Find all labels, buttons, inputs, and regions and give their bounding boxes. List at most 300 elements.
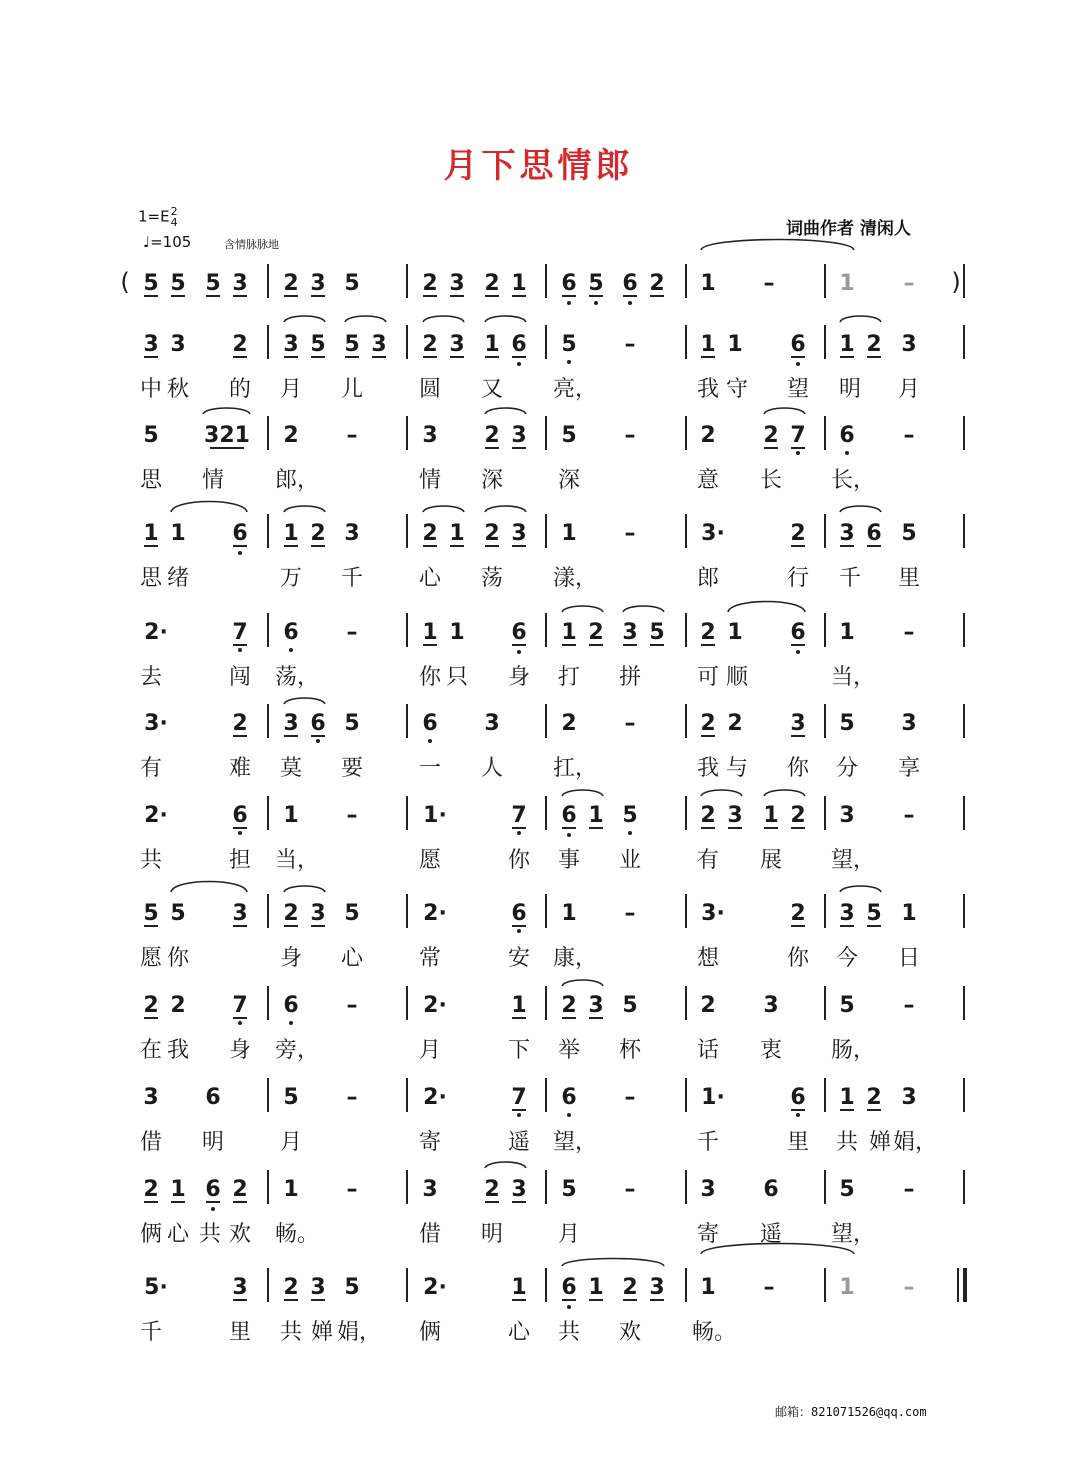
low-octave-dot bbox=[316, 739, 320, 743]
lyric-syllable: 郎， bbox=[274, 468, 320, 493]
lyric-syllable: 思 bbox=[139, 468, 163, 493]
note: 1 bbox=[561, 620, 577, 645]
note: 3 bbox=[449, 271, 465, 296]
lyric-syllable: 身 bbox=[507, 665, 531, 690]
low-octave-dot bbox=[567, 360, 571, 364]
tie-arc bbox=[840, 316, 881, 322]
note: 1 bbox=[763, 803, 779, 828]
tie-arc bbox=[562, 606, 603, 612]
note: 2 bbox=[484, 521, 500, 546]
note: – bbox=[763, 1275, 775, 1300]
note: 1 bbox=[588, 803, 604, 828]
note: 7 bbox=[511, 803, 527, 828]
note: 3 bbox=[232, 901, 248, 926]
lyric-syllable: 你 bbox=[786, 946, 810, 971]
note: 2· bbox=[423, 901, 447, 926]
lyric-syllable: 杯 bbox=[618, 1038, 642, 1063]
lyric-syllable: 思 bbox=[139, 566, 163, 591]
note: 5 bbox=[344, 711, 360, 736]
lyric-syllable: 扛， bbox=[552, 756, 598, 781]
tie-arc bbox=[171, 502, 247, 513]
lyric-syllable: 话 bbox=[696, 1038, 720, 1063]
note: 5 bbox=[561, 423, 577, 448]
note: 6 bbox=[790, 1085, 806, 1110]
note: 1 bbox=[422, 620, 438, 645]
lyric-syllable: 欢 bbox=[618, 1320, 642, 1345]
note: 2 bbox=[700, 620, 716, 645]
tie-arc bbox=[840, 886, 881, 892]
low-octave-dot bbox=[796, 650, 800, 654]
note: 3 bbox=[170, 332, 186, 357]
lyric-syllable: 日 bbox=[897, 946, 921, 971]
lyric-syllable: 郎 bbox=[696, 566, 720, 591]
note: 1 bbox=[511, 993, 527, 1018]
note: 3 bbox=[283, 332, 299, 357]
note: 2 bbox=[561, 711, 577, 736]
note: 3 bbox=[310, 901, 326, 926]
lyric-syllable: 月 bbox=[279, 377, 303, 402]
email-footer: 邮箱：821071526@qq.com bbox=[775, 1405, 927, 1419]
tie-arc bbox=[764, 790, 805, 796]
lyric-syllable: 儿 bbox=[340, 377, 364, 402]
low-octave-dot bbox=[796, 451, 800, 455]
low-octave-dot bbox=[567, 1113, 571, 1117]
note: 3 bbox=[901, 711, 917, 736]
note: 1 bbox=[511, 1275, 527, 1300]
lyric-syllable: 有 bbox=[139, 756, 163, 781]
lyric-syllable: 闯 bbox=[228, 665, 252, 690]
note: 5 bbox=[649, 620, 665, 645]
lyric-syllable: 今 bbox=[835, 946, 859, 971]
lyric-syllable: 事 bbox=[557, 848, 581, 873]
tie-arc bbox=[485, 1162, 526, 1168]
note: – bbox=[624, 521, 636, 546]
note: 3 bbox=[511, 1177, 527, 1202]
note: 2 bbox=[232, 1177, 248, 1202]
tie-arc bbox=[764, 408, 805, 414]
note: 1 bbox=[901, 901, 917, 926]
lyric-syllable: 想 bbox=[696, 946, 720, 971]
note: 7 bbox=[511, 1085, 527, 1110]
note: 2 bbox=[561, 993, 577, 1018]
lyric-syllable: 深 bbox=[480, 468, 504, 493]
note: 2 bbox=[143, 1177, 159, 1202]
note: 5 bbox=[344, 271, 360, 296]
note: – bbox=[346, 1085, 358, 1110]
note: 5 bbox=[588, 271, 604, 296]
lyric-syllable: 业 bbox=[618, 848, 642, 873]
note: 3 bbox=[839, 521, 855, 546]
note: 3 bbox=[700, 1177, 716, 1202]
lyric-syllable: 当， bbox=[830, 665, 876, 690]
lyric-syllable: 行 bbox=[786, 566, 810, 591]
open-paren: ( bbox=[120, 268, 130, 296]
note: 1· bbox=[701, 1085, 725, 1110]
note: 3 bbox=[790, 711, 806, 736]
lyric-syllable: 月 bbox=[279, 1130, 303, 1155]
note: 5 bbox=[901, 521, 917, 546]
tie-arc bbox=[423, 316, 464, 322]
low-octave-dot bbox=[238, 648, 242, 652]
note: 3 bbox=[839, 901, 855, 926]
note: – bbox=[346, 423, 358, 448]
note: 3 bbox=[232, 1275, 248, 1300]
low-octave-dot bbox=[517, 362, 521, 366]
tie-arc bbox=[485, 506, 526, 512]
note: 5 bbox=[839, 711, 855, 736]
lyric-syllable: 你 bbox=[507, 848, 531, 873]
lyric-syllable: 绪 bbox=[166, 566, 190, 591]
lyric-syllable: 望， bbox=[552, 1130, 598, 1155]
note: 6 bbox=[283, 620, 299, 645]
lyric-syllable: 展 bbox=[759, 848, 783, 873]
lyric-syllable: 康， bbox=[552, 946, 598, 971]
note: – bbox=[624, 1085, 636, 1110]
lyric-syllable: 的 bbox=[228, 377, 252, 402]
note: 2 bbox=[866, 332, 882, 357]
note: 2 bbox=[622, 1275, 638, 1300]
note: 6 bbox=[622, 271, 638, 296]
note: 3 bbox=[310, 271, 326, 296]
tie-arc bbox=[284, 698, 325, 704]
note: 2 bbox=[790, 521, 806, 546]
lyric-syllable: 望 bbox=[786, 377, 810, 402]
note: 1 bbox=[839, 620, 855, 645]
note: 3 bbox=[143, 1085, 159, 1110]
note: 6 bbox=[866, 521, 882, 546]
lyric-syllable: 圆 bbox=[418, 377, 442, 402]
tie-arc bbox=[284, 316, 325, 322]
note: 1 bbox=[700, 332, 716, 357]
low-octave-dot bbox=[517, 831, 521, 835]
note: 6 bbox=[310, 711, 326, 736]
note: 2 bbox=[170, 993, 186, 1018]
note: – bbox=[903, 993, 915, 1018]
lyric-syllable: 千 bbox=[340, 566, 364, 591]
lyric-syllable: 荡， bbox=[274, 665, 320, 690]
quarter-note-icon: ♩ bbox=[143, 233, 151, 251]
note: 3 bbox=[344, 521, 360, 546]
lyric-syllable: 月 bbox=[897, 377, 921, 402]
lyric-syllable: 千 bbox=[696, 1130, 720, 1155]
lyric-syllable: 明 bbox=[201, 1130, 225, 1155]
note: 6 bbox=[205, 1177, 221, 1202]
note: 1 bbox=[727, 620, 743, 645]
key-label: 1=E bbox=[138, 207, 170, 226]
low-octave-dot bbox=[289, 648, 293, 652]
note: 2 bbox=[588, 620, 604, 645]
note: 3 bbox=[422, 423, 438, 448]
note: 2· bbox=[144, 620, 168, 645]
note: – bbox=[624, 901, 636, 926]
low-octave-dot bbox=[517, 1113, 521, 1117]
tie-arc bbox=[284, 886, 325, 892]
lyric-syllable: 共 bbox=[557, 1320, 581, 1345]
lyric-syllable: 常 bbox=[418, 946, 442, 971]
author-credit: 词曲作者 清闲人 bbox=[786, 219, 911, 239]
note: – bbox=[763, 271, 775, 296]
note: 6 bbox=[561, 1275, 577, 1300]
note: 2 bbox=[484, 271, 500, 296]
lyric-syllable: 情 bbox=[418, 468, 442, 493]
lyric-syllable: 我 bbox=[696, 377, 720, 402]
lyric-syllable: 明 bbox=[838, 377, 862, 402]
note: 3 bbox=[232, 271, 248, 296]
tie-arc bbox=[423, 506, 464, 512]
low-octave-dot bbox=[796, 362, 800, 366]
note: 3 bbox=[901, 332, 917, 357]
note: 1· bbox=[423, 803, 447, 828]
lyric-syllable: 意 bbox=[696, 468, 720, 493]
note: 2 bbox=[422, 332, 438, 357]
note: 2 bbox=[484, 423, 500, 448]
tie-arc bbox=[728, 602, 805, 613]
note: – bbox=[346, 1177, 358, 1202]
low-octave-dot bbox=[594, 301, 598, 305]
lyric-syllable: 你 bbox=[786, 756, 810, 781]
note: 3· bbox=[144, 711, 168, 736]
expression-mark: 含情脉脉地 bbox=[224, 238, 279, 251]
lyric-syllable: 我 bbox=[696, 756, 720, 781]
low-octave-dot bbox=[567, 301, 571, 305]
tie-arc bbox=[171, 882, 247, 893]
note: 3 bbox=[511, 521, 527, 546]
lyric-syllable: 情 bbox=[201, 468, 225, 493]
lyric-syllable: 分 bbox=[835, 756, 859, 781]
note: – bbox=[903, 423, 915, 448]
note: 2 bbox=[283, 423, 299, 448]
low-octave-dot bbox=[211, 1207, 215, 1211]
note: 6 bbox=[790, 332, 806, 357]
lyric-syllable: 心 bbox=[418, 566, 442, 591]
low-octave-dot bbox=[238, 1021, 242, 1025]
lyric-syllable: 只 bbox=[445, 665, 469, 690]
note: 3 bbox=[763, 993, 779, 1018]
note: – bbox=[903, 803, 915, 828]
note: – bbox=[624, 332, 636, 357]
lyric-syllable: 守 bbox=[725, 377, 749, 402]
note: 6 bbox=[790, 620, 806, 645]
lyric-syllable: 又 bbox=[480, 377, 504, 402]
time-bottom: 4 bbox=[170, 216, 178, 229]
low-octave-dot bbox=[567, 833, 571, 837]
low-octave-dot bbox=[238, 551, 242, 555]
note: 6 bbox=[232, 521, 248, 546]
note: 6 bbox=[511, 901, 527, 926]
low-octave-dot bbox=[428, 739, 432, 743]
lyric-syllable: 荡 bbox=[480, 566, 504, 591]
note: 1 bbox=[283, 803, 299, 828]
tie-arc bbox=[562, 980, 603, 986]
note: 7 bbox=[232, 993, 248, 1018]
lyric-syllable: 畅。 bbox=[274, 1222, 320, 1247]
note: 5 bbox=[143, 271, 159, 296]
note: 321 bbox=[204, 423, 250, 448]
lyric-syllable: 当， bbox=[274, 848, 320, 873]
note: 2 bbox=[484, 1177, 500, 1202]
note: – bbox=[346, 993, 358, 1018]
lyric-syllable: 打 bbox=[557, 665, 581, 690]
lyric-syllable: 一 bbox=[418, 756, 442, 781]
lyric-syllable: 拼 bbox=[618, 665, 642, 690]
lyric-syllable: 俩 bbox=[418, 1320, 442, 1345]
note: 1 bbox=[839, 271, 855, 296]
lyric-syllable: 旁， bbox=[274, 1038, 320, 1063]
note: 6 bbox=[561, 1085, 577, 1110]
note: 5 bbox=[170, 901, 186, 926]
lyric-syllable: 心 bbox=[166, 1222, 190, 1247]
lyric-syllable: 担 bbox=[228, 848, 252, 873]
lyric-syllable: 享 bbox=[897, 756, 921, 781]
lyric-syllable: 有 bbox=[696, 848, 720, 873]
note: 1 bbox=[170, 1177, 186, 1202]
note: 2 bbox=[649, 271, 665, 296]
note: – bbox=[346, 620, 358, 645]
lyric-syllable: 月 bbox=[418, 1038, 442, 1063]
note: 5 bbox=[622, 993, 638, 1018]
note: 1 bbox=[700, 1275, 716, 1300]
note: 6 bbox=[763, 1177, 779, 1202]
lyric-syllable: 万 bbox=[279, 566, 303, 591]
note: 3 bbox=[901, 1085, 917, 1110]
tie-arc bbox=[840, 506, 881, 512]
note: 2 bbox=[283, 271, 299, 296]
note: 2 bbox=[790, 901, 806, 926]
low-octave-dot bbox=[517, 650, 521, 654]
low-octave-dot bbox=[517, 929, 521, 933]
lyric-syllable: 与 bbox=[725, 756, 749, 781]
note: 6 bbox=[511, 332, 527, 357]
note: 6 bbox=[561, 271, 577, 296]
lyric-syllable: 人 bbox=[480, 756, 504, 781]
tie-arc bbox=[485, 316, 526, 322]
note: 3 bbox=[588, 993, 604, 1018]
note: 6 bbox=[422, 711, 438, 736]
low-octave-dot bbox=[289, 1021, 293, 1025]
lyric-syllable: 中 bbox=[139, 377, 163, 402]
lyric-syllable: 寄 bbox=[418, 1130, 442, 1155]
lyric-syllable: 衷 bbox=[759, 1038, 783, 1063]
lyric-syllable: 身 bbox=[228, 1038, 252, 1063]
note: 1 bbox=[484, 332, 500, 357]
note: 5 bbox=[622, 803, 638, 828]
tie-arc bbox=[562, 1259, 664, 1267]
note: 3 bbox=[283, 711, 299, 736]
lyric-syllable: 里 bbox=[786, 1130, 810, 1155]
lyric-syllable: 心 bbox=[507, 1320, 531, 1345]
note: 2 bbox=[143, 993, 159, 1018]
note: 2 bbox=[790, 803, 806, 828]
lyric-syllable: 顺 bbox=[725, 665, 749, 690]
note: 1 bbox=[511, 271, 527, 296]
lyric-syllable: 俩 bbox=[139, 1222, 163, 1247]
note: 2 bbox=[700, 803, 716, 828]
note: – bbox=[624, 423, 636, 448]
note: 1 bbox=[283, 1177, 299, 1202]
note: 3 bbox=[449, 332, 465, 357]
note: 2 bbox=[232, 332, 248, 357]
low-octave-dot bbox=[567, 1305, 571, 1309]
note: – bbox=[903, 271, 915, 296]
lyric-syllable: 千 bbox=[139, 1320, 163, 1345]
lyric-syllable: 心 bbox=[340, 946, 364, 971]
note: 2· bbox=[423, 1275, 447, 1300]
tie-arc bbox=[562, 790, 603, 796]
lyric-syllable: 共 bbox=[279, 1320, 303, 1345]
note: 1 bbox=[839, 332, 855, 357]
note: 3 bbox=[649, 1275, 665, 1300]
note: 6 bbox=[561, 803, 577, 828]
lyric-syllable: 欢 bbox=[228, 1222, 252, 1247]
note: 1 bbox=[839, 1085, 855, 1110]
note: – bbox=[624, 711, 636, 736]
note: 5 bbox=[866, 901, 882, 926]
lyric-syllable: 深 bbox=[557, 468, 581, 493]
note: 1 bbox=[283, 521, 299, 546]
note: 1 bbox=[839, 1275, 855, 1300]
lyric-syllable: 举 bbox=[557, 1038, 581, 1063]
lyric-syllable: 婵 bbox=[310, 1320, 334, 1345]
note: 6 bbox=[205, 1085, 221, 1110]
lyric-syllable: 难 bbox=[228, 756, 252, 781]
tie-arc bbox=[701, 240, 854, 251]
note: 3 bbox=[511, 423, 527, 448]
note: 6 bbox=[283, 993, 299, 1018]
note: 2 bbox=[283, 901, 299, 926]
lyric-syllable: 去 bbox=[139, 665, 163, 690]
lyric-syllable: 寄 bbox=[696, 1222, 720, 1247]
note: 5 bbox=[839, 1177, 855, 1202]
low-octave-dot bbox=[628, 301, 632, 305]
note: 3 bbox=[622, 620, 638, 645]
lyric-syllable: 借 bbox=[139, 1130, 163, 1155]
lyric-syllable: 愿 bbox=[418, 848, 442, 873]
lyric-syllable: 我 bbox=[166, 1038, 190, 1063]
lyric-syllable: 下 bbox=[507, 1038, 531, 1063]
note: 2· bbox=[423, 993, 447, 1018]
lyric-syllable: 明 bbox=[480, 1222, 504, 1247]
note: 2 bbox=[422, 271, 438, 296]
lyric-syllable: 共 bbox=[139, 848, 163, 873]
low-octave-dot bbox=[845, 451, 849, 455]
lyric-syllable: 借 bbox=[418, 1222, 442, 1247]
note: 5· bbox=[144, 1275, 168, 1300]
lyric-syllable: 亮， bbox=[552, 377, 598, 402]
note: – bbox=[903, 620, 915, 645]
note: 3· bbox=[701, 521, 725, 546]
lyric-syllable: 里 bbox=[897, 566, 921, 591]
lyric-syllable: 娟， bbox=[892, 1130, 938, 1155]
note: 5 bbox=[344, 332, 360, 357]
low-octave-dot bbox=[796, 1113, 800, 1117]
note: 6 bbox=[232, 803, 248, 828]
note: 2 bbox=[283, 1275, 299, 1300]
low-octave-dot bbox=[238, 831, 242, 835]
note: 1 bbox=[588, 1275, 604, 1300]
note: 3 bbox=[422, 1177, 438, 1202]
lyric-syllable: 安 bbox=[507, 946, 531, 971]
lyric-syllable: 肠， bbox=[830, 1038, 876, 1063]
note: 5 bbox=[205, 271, 221, 296]
lyric-syllable: 身 bbox=[279, 946, 303, 971]
note: 5 bbox=[310, 332, 326, 357]
tie-arc bbox=[345, 316, 386, 322]
note: 5 bbox=[561, 1177, 577, 1202]
lyric-syllable: 要 bbox=[340, 756, 364, 781]
note: 6 bbox=[511, 620, 527, 645]
close-paren: ) bbox=[951, 268, 961, 296]
note: 1 bbox=[561, 521, 577, 546]
